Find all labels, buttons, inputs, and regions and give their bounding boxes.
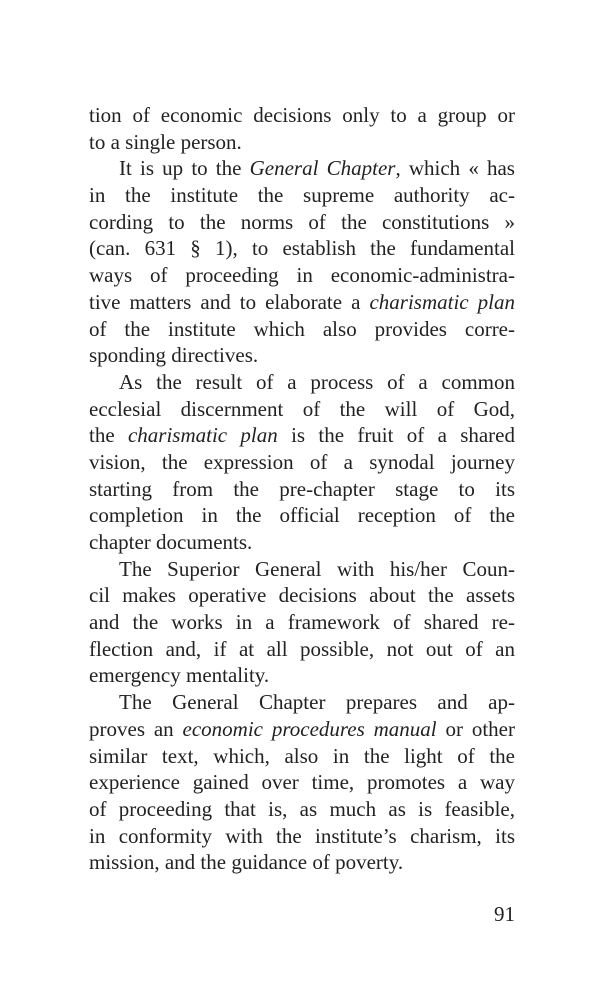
text-segment: or other [436, 716, 515, 741]
text-line [89, 422, 515, 449]
text-segment: starting from the pre-chapter stage to its [89, 476, 515, 501]
text-segment: It is up to the [119, 156, 250, 181]
text-segment: and the works in a framework of shared re- [89, 610, 515, 635]
text-segment: in conformity with the institute’s charism, its [89, 823, 515, 848]
text-segment: to a single person. [89, 129, 242, 154]
text-line [89, 689, 515, 716]
text-line [89, 476, 515, 503]
text-segment: similar text, which, also in the light of the [89, 743, 515, 768]
text-segment: As the result of a process of a common [119, 369, 515, 394]
text-line [89, 796, 515, 823]
text-line [89, 556, 515, 583]
text-segment: The General Chapter prepares and ap- [119, 690, 515, 715]
text-segment: , which « has [395, 156, 515, 181]
text-line [89, 342, 515, 369]
text-segment: ways of proceeding in economic-administra- [89, 263, 515, 288]
text-segment: proves an [89, 716, 183, 741]
text-line [89, 609, 515, 636]
italic-text: economic procedures manual [182, 716, 437, 741]
text-segment: The Superior General with his/her Coun- [119, 556, 515, 581]
text-segment: chapter documents. [89, 530, 253, 554]
text-segment: flection and, if at all possible, not out of an [89, 636, 515, 661]
page-number: 91 [494, 902, 515, 926]
text-segment: completion in the official reception of the [89, 503, 515, 528]
text-segment: tion of economic decisions only to a group or [89, 103, 515, 127]
text-segment: sponding directives. [89, 343, 259, 368]
text-line [89, 396, 515, 423]
text-line [89, 529, 515, 556]
text-line [89, 209, 515, 236]
text-line [89, 155, 515, 182]
text-segment: vision, the expression of a synodal journey [89, 449, 515, 474]
italic-text: charismatic plan [369, 289, 515, 314]
text-line [89, 262, 515, 289]
text-segment: of proceeding that is, as much as is feasible, [89, 796, 515, 821]
text-segment: emergency mentality. [89, 663, 270, 688]
text-segment: cil makes operative decisions about the assets [89, 583, 515, 608]
text-line [89, 743, 515, 770]
text-line [89, 502, 515, 529]
text-line [89, 182, 515, 209]
text-line [89, 716, 515, 743]
text-segment: the [89, 423, 128, 448]
body-text [89, 102, 515, 876]
text-segment: experience gained over time, promotes a way [89, 770, 515, 795]
text-segment: is the fruit of a shared [277, 423, 515, 448]
text-line [89, 636, 515, 663]
text-line [89, 235, 515, 262]
italic-text: General Chapter [249, 156, 396, 181]
text-line [89, 449, 515, 476]
text-segment: ecclesial discernment of the will of God, [89, 396, 515, 421]
text-line [89, 849, 515, 876]
text-line [89, 289, 515, 316]
text-segment: tive matters and to elaborate a [89, 289, 370, 314]
text-segment: cording to the norms of the constitutions » [89, 209, 515, 234]
text-line [89, 102, 515, 129]
text-line [89, 769, 515, 796]
italic-text: charismatic plan [127, 423, 278, 448]
text-line [89, 582, 515, 609]
text-line [89, 369, 515, 396]
text-line [89, 823, 515, 850]
text-segment: mission, and the guidance of poverty. [89, 850, 404, 875]
text-segment: (can. 631 § 1), to establish the fundamental [89, 236, 515, 261]
text-line [89, 129, 515, 156]
text-line [89, 316, 515, 343]
text-segment: of the institute which also provides corre- [89, 316, 515, 341]
text-segment: in the institute the supreme authority ac- [89, 183, 515, 208]
text-line [89, 662, 515, 689]
